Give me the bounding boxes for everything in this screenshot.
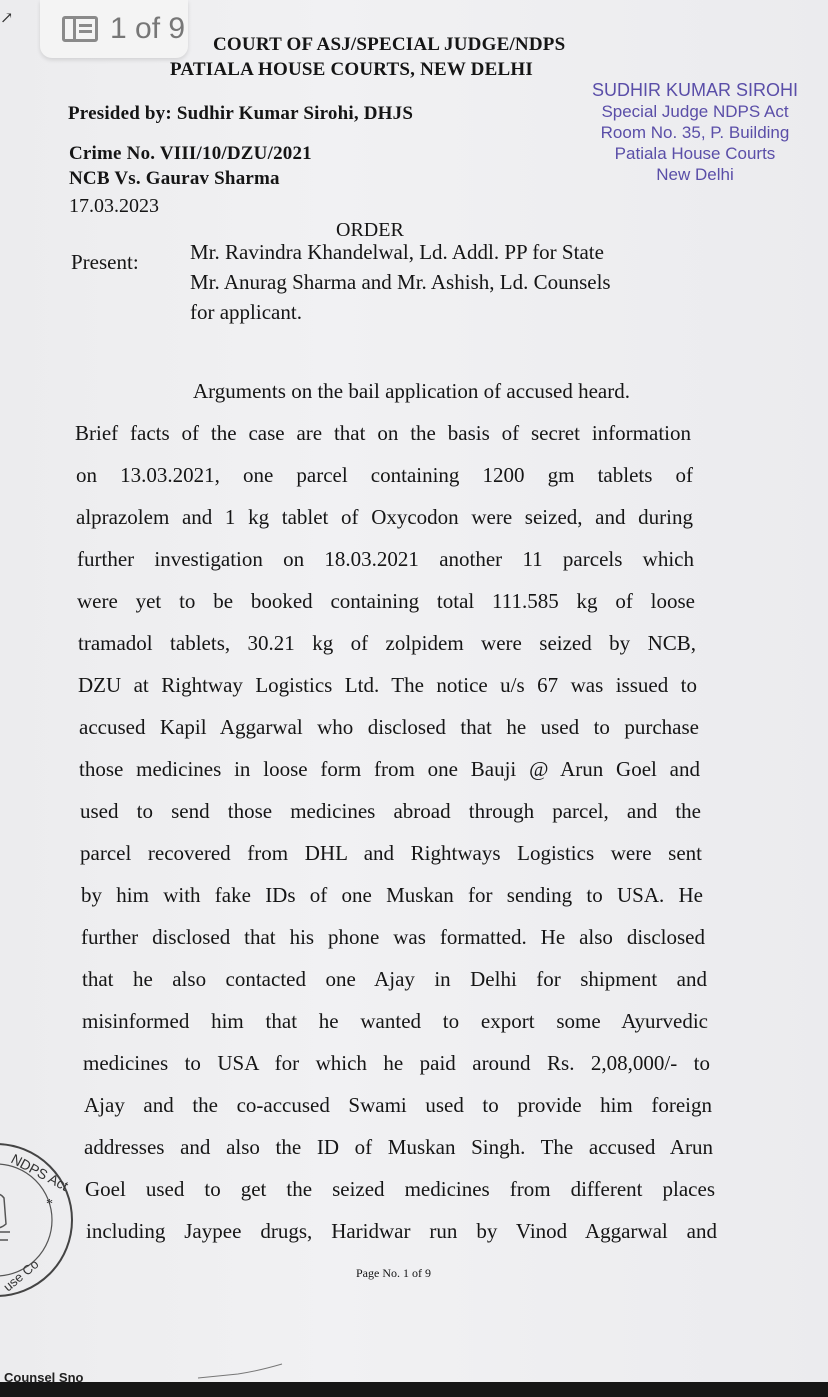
stamp-line: Room No. 35, P. Building	[600, 123, 790, 142]
order-heading: ORDER	[336, 219, 404, 241]
stamp-line: Patiala House Courts	[614, 144, 776, 163]
body-line: were yet to be booked containing total 111.585 kg of loose	[77, 589, 695, 613]
body-line: on 13.03.2021, one parcel containing 1200 gm tablets of	[76, 463, 693, 487]
page-counter-badge[interactable]	[40, 0, 188, 58]
body-line: that he also contacted one Ajay in Delhi for shipment and	[82, 967, 707, 991]
document-pages-icon	[62, 16, 98, 42]
body-line: including Jaypee drugs, Haridwar run by Vinod Aggarwal and	[86, 1219, 717, 1243]
stamp-line: Special Judge NDPS Act	[601, 102, 789, 121]
pen-mark-icon	[196, 1360, 286, 1380]
crime-number: Crime No. VIII/10/DZU/2021	[69, 143, 312, 164]
body-line: those medicines in loose form from one Bauji @ Arun Goel and	[79, 757, 700, 781]
bottom-text-fragment: Counsel Sno	[4, 1370, 84, 1382]
body-line: Goel used to get the seized medicines from different places	[85, 1177, 715, 1201]
court-seal-icon	[0, 1132, 80, 1308]
body-line: misinformed him that he wanted to export some Ayurvedic	[82, 1009, 708, 1033]
body-line: addresses and also the ID of Muskan Singh. The accused Arun	[84, 1135, 713, 1159]
viewer-bottom-bar	[0, 1382, 828, 1397]
order-date: 17.03.2023	[69, 195, 159, 217]
seal-star: *	[46, 1197, 53, 1212]
court-name-line2: PATIALA HOUSE COURTS, NEW DELHI	[170, 59, 533, 80]
present-line: for applicant.	[190, 300, 302, 324]
page-number-footer: Page No. 1 of 9	[356, 1266, 431, 1280]
body-line: tramadol tablets, 30.21 kg of zolpidem were seized by NCB,	[78, 631, 696, 655]
body-line: further disclosed that his phone was formatted. He also disclosed	[81, 925, 705, 949]
body-line: Ajay and the co-accused Swami used to provide him foreign	[84, 1093, 712, 1117]
stamp-line: SUDHIR KUMAR SIROHI	[591, 80, 798, 100]
page-indicator-text: 1 of 9	[110, 12, 186, 45]
body-line: parcel recovered from DHL and Rightways Logistics were sent	[80, 841, 702, 865]
body-line: further investigation on 18.03.2021 another 11 parcels which	[77, 547, 694, 571]
court-name-line1: COURT OF ASJ/SPECIAL JUDGE/NDPS	[213, 34, 566, 55]
seal-text-bottom: use Co	[0, 1256, 42, 1295]
present-line: Mr. Ravindra Khandelwal, Ld. Addl. PP for State	[190, 240, 604, 264]
seal-text-top: NDPS Act	[8, 1150, 72, 1194]
body-line: accused Kapil Aggarwal who disclosed that he used to purchase	[79, 715, 699, 739]
judge-stamp	[575, 80, 815, 185]
present-line: Mr. Anurag Sharma and Mr. Ashish, Ld. Counsels	[190, 270, 611, 294]
presided-by: Presided by: Sudhir Kumar Sirohi, DHJS	[68, 103, 414, 124]
body-line: used to send those medicines abroad through parcel, and the	[80, 799, 701, 823]
body-line: medicines to USA for which he paid around Rs. 2,08,000/- to	[83, 1051, 710, 1075]
body-line: alprazolem and 1 kg tablet of Oxycodon were seized, and during	[76, 505, 693, 529]
body-line: by him with fake IDs of one Muskan for sending to USA. He	[81, 883, 703, 907]
present-label: Present:	[71, 250, 139, 274]
case-title: NCB Vs. Gaurav Sharma	[69, 168, 280, 189]
stamp-line: New Delhi	[656, 165, 734, 184]
body-line: Arguments on the bail application of accused heard.	[193, 379, 630, 403]
corner-arrow-mark: ↗	[0, 10, 14, 27]
body-line: DZU at Rightway Logistics Ltd. The notice u/s 67 was issued to	[78, 673, 697, 697]
body-line: Brief facts of the case are that on the basis of secret information	[75, 421, 691, 445]
